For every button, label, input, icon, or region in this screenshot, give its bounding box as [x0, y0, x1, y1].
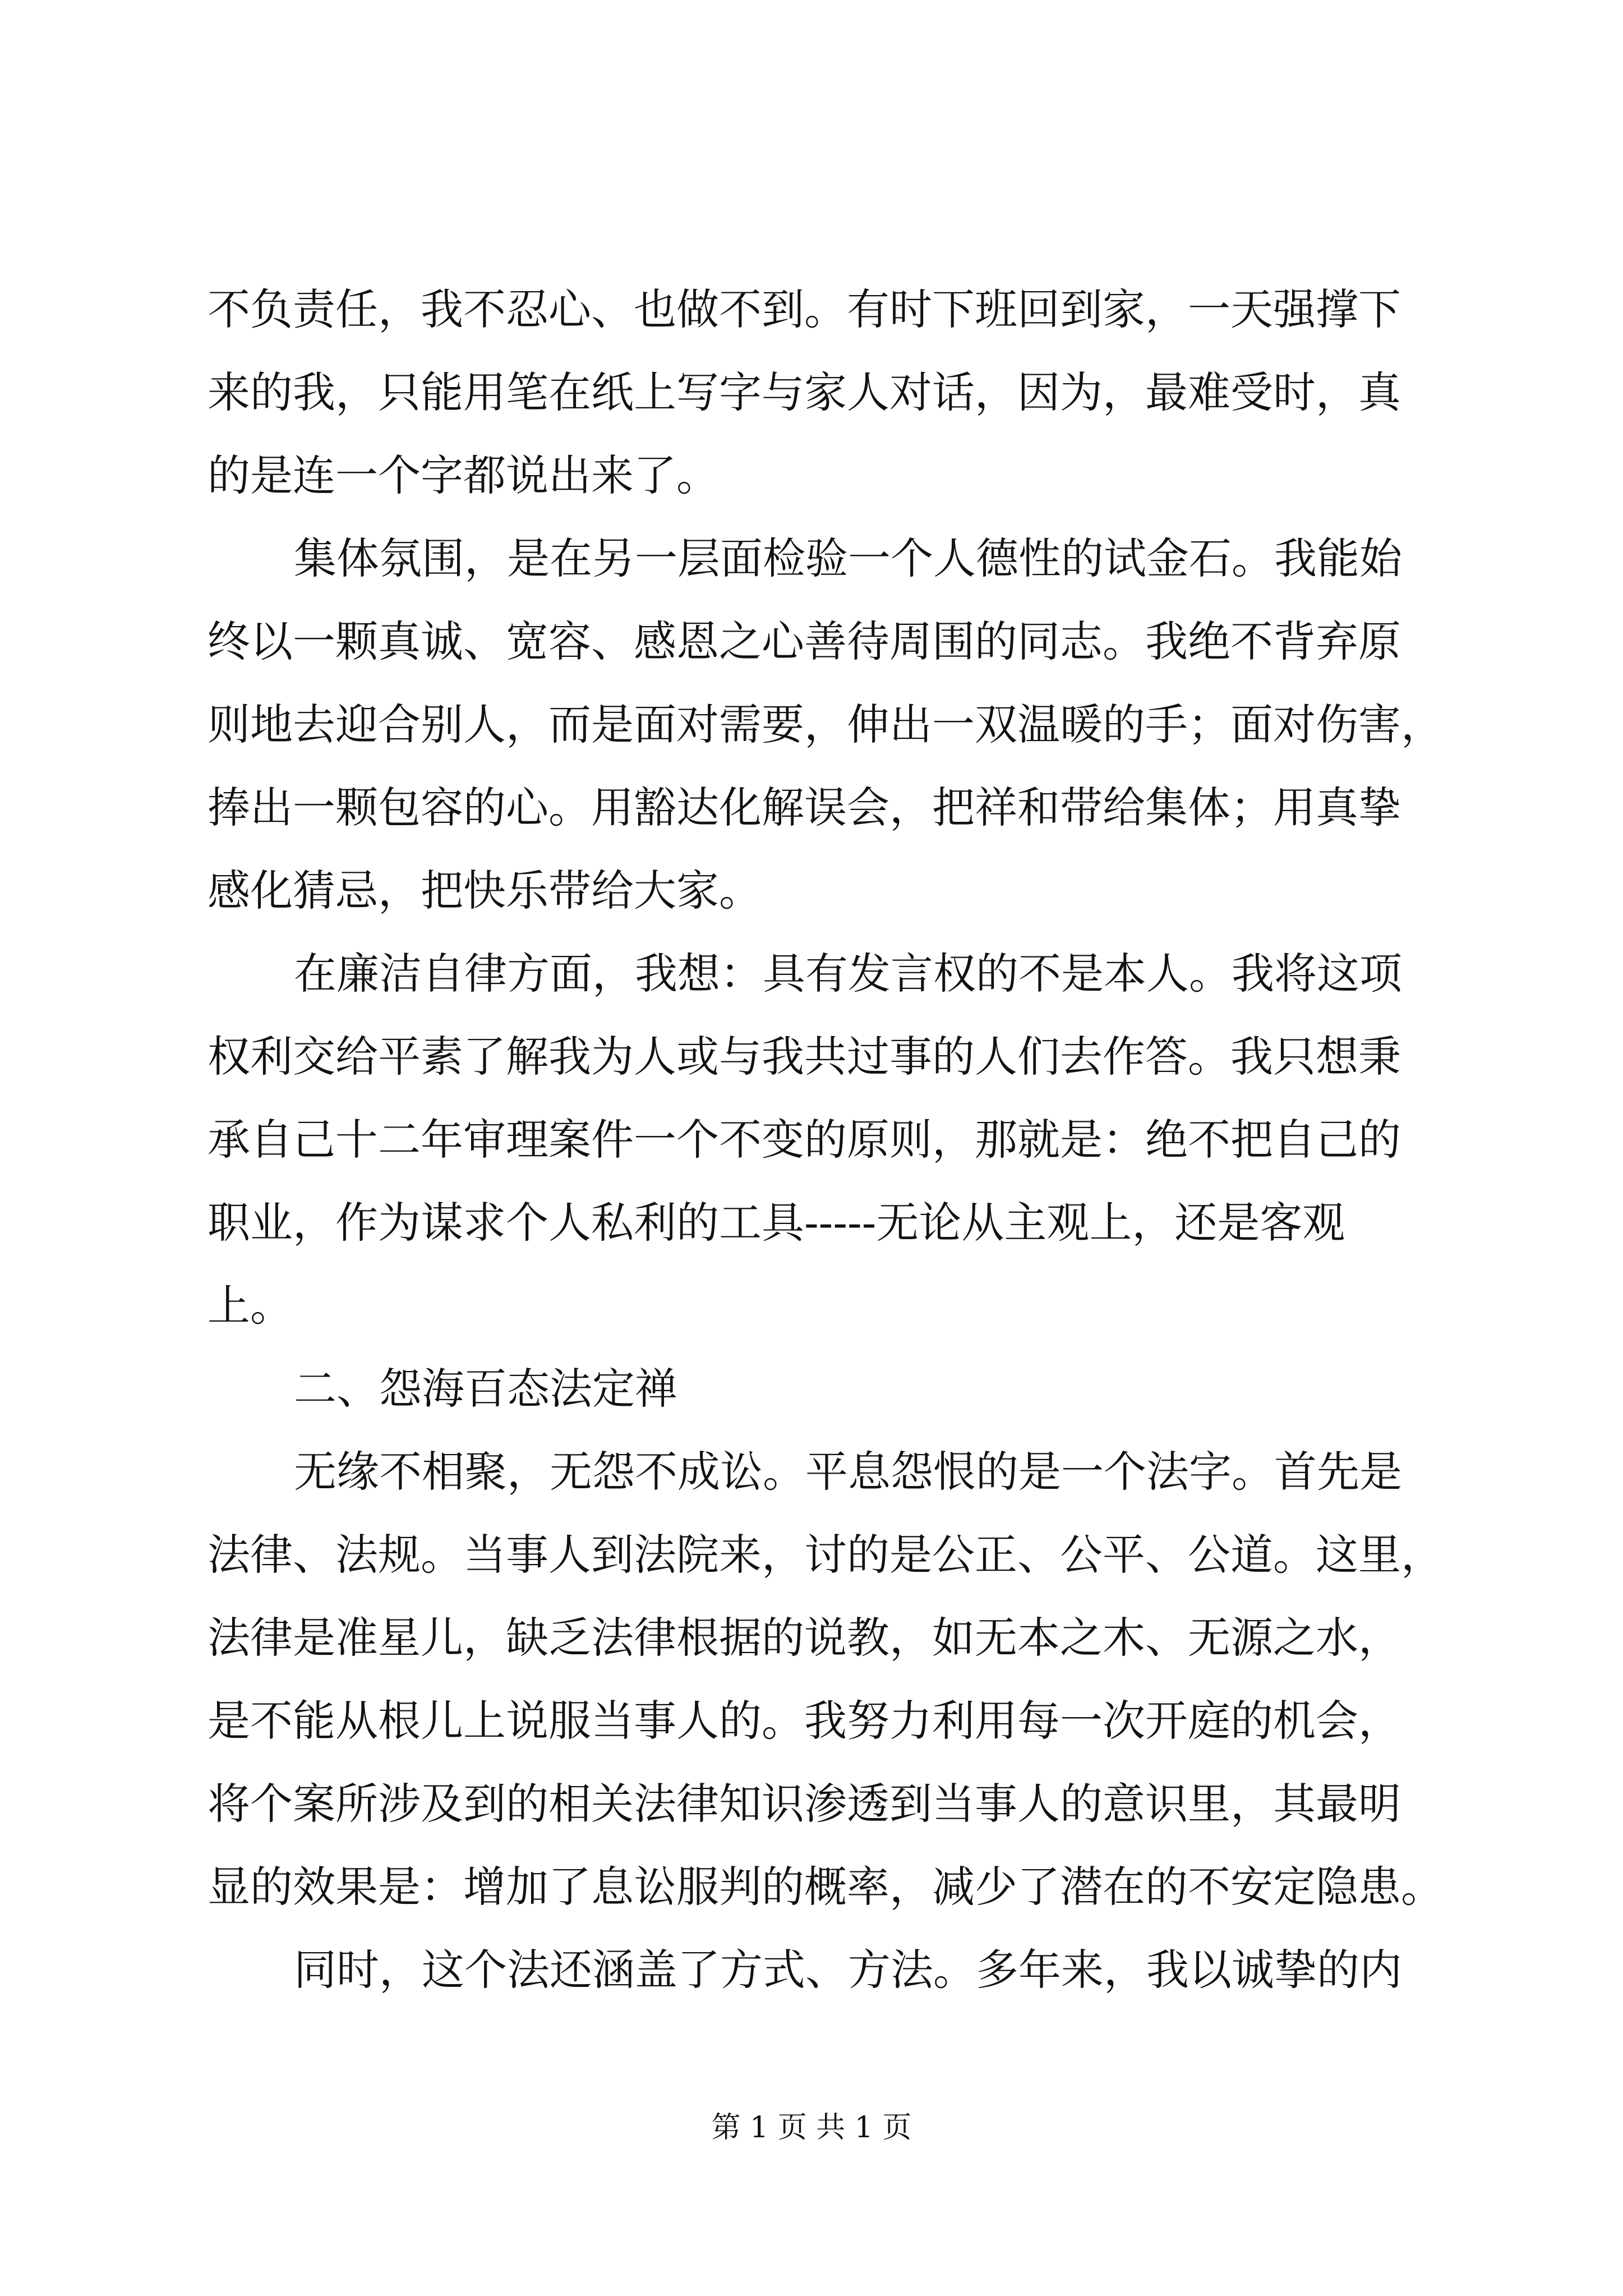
text-line: 是不能从根儿上说服当事人的。我努力利用每一次开庭的机会，: [208, 1696, 1401, 1746]
text-line: 在廉洁自律方面，我想：具有发言权的不是本人。我将这项: [294, 949, 1402, 999]
text-line: 职业，作为谋求个人私利的工具-----无论从主观上，还是客观: [208, 1198, 1345, 1248]
text-line: 权利交给平素了解我为人或与我共过事的人们去作答。我只想秉: [208, 1032, 1401, 1082]
text-line: 不负责任，我不忍心、也做不到。有时下班回到家，一天强撑下: [208, 284, 1401, 334]
text-line: 来的我，只能用笔在纸上写字与家人对话，因为，最难受时，真: [208, 367, 1401, 417]
text-line: 则地去迎合别人，而是面对需要，伸出一双温暖的手；面对伤害，: [208, 700, 1444, 749]
text-line: 终以一颗真诚、宽容、感恩之心善待周围的同志。我绝不背弃原: [208, 616, 1401, 666]
text-line: 感化猜忌，把快乐带给大家。: [208, 866, 762, 915]
text-line: 承自己十二年审理案件一个不变的原则，那就是：绝不把自己的: [208, 1115, 1401, 1165]
section-heading: 二、怨海百态法定禅: [294, 1364, 677, 1414]
text-line: 显的效果是：增加了息讼服判的概率，减少了潜在的不安定隐患。: [208, 1862, 1444, 1912]
document-body: [208, 268, 1444, 2012]
text-line: 法律、法规。当事人到法院来，讨的是公正、公平、公道。这里，: [208, 1530, 1444, 1580]
text-line: 上。: [208, 1281, 293, 1331]
text-line: 的是连一个字都说出来了。: [208, 450, 719, 500]
text-line: 法律是准星儿，缺乏法律根据的说教，如无本之木、无源之水，: [208, 1613, 1401, 1663]
text-line: 捧出一颗包容的心。用豁达化解误会，把祥和带给集体；用真挚: [208, 783, 1401, 832]
text-line: 将个案所涉及到的相关法律知识渗透到当事人的意识里，其最明: [208, 1779, 1401, 1829]
page-number-footer: 第 1 页 共 1 页: [711, 2111, 912, 2145]
text-line: 无缘不相聚，无怨不成讼。平息怨恨的是一个法字。首先是: [294, 1447, 1402, 1497]
text-line: 同时，这个法还涵盖了方式、方法。多年来，我以诚挚的内: [294, 1945, 1402, 1995]
text-line: 集体氛围，是在另一层面检验一个人德性的试金石。我能始: [294, 533, 1402, 583]
